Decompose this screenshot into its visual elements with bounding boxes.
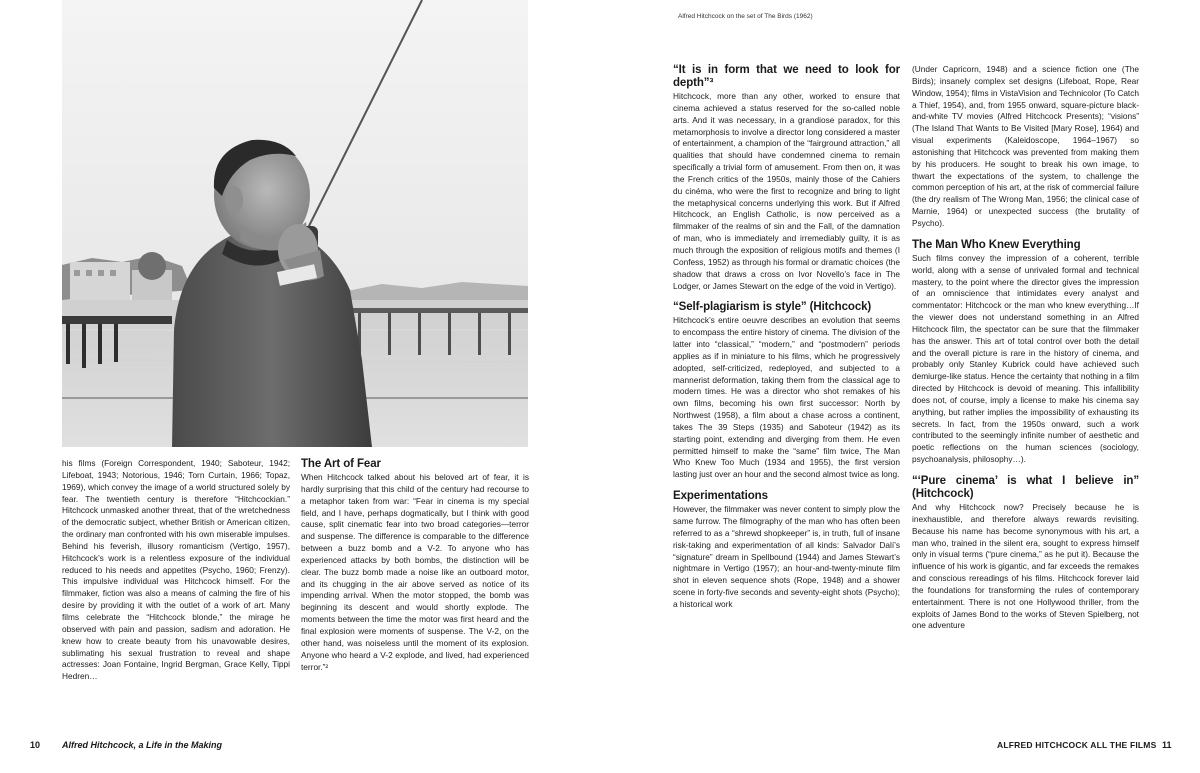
body-paragraph: However, the filmmaker was never content to simply plow the same furrow. The filmography of the man who has often been referred to as a “shrewd shopkeeper” is, in truth, full of insane risk-taking and experimentation of all kinds: Salvador Dalí’s “signature” dream in Spellbound (1944) and James Stewart’s nightmare in Vertigo (1957); an hour-and-twenty-minute film shot in eleven sequence shots (Rope, 1948) and a shower scene in forty-five seconds and seventy-eight shots (Psycho); a historical work bbox=[673, 504, 900, 609]
body-paragraph: And why Hitchcock now? Precisely because he is inexhaustible, and therefore always rewards revisiting. Because his name has become synonymous with his art, a man who, trained in the silent era, sought to express himself only in visual terms (“pure cinema,” as he put it). Because the influence of his work is gigantic, and far exceeds the remakes and conscious rereadings of his films. Hitchcock forever laid the foundations for transforming the rules of contemporary entertainment. There is not one Hollywood thriller, from the exploits of James Bond to the works of Steven Spielberg, not one adventure bbox=[912, 502, 1139, 631]
body-paragraph: (Under Capricorn, 1948) and a science fiction one (The Birds); insanely complex set designs (Lifeboat, Rope, Rear Window, 1954); films in VistaVision and Technicolor (To Catch a Thief, 1954), and, from 1955 onward, square-picture black-and-white TV movies (Alfred Hitchcock Presents); “visions” (The Island That Wants to Be Visited [Mary Rose], 1964) and visual experiments (Kaleidoscope, 1964–1967) so astonishing that Hitchcock was prevented from making them by his producers. He sought to break his own image, to thwart the expectations of the system, to challenge the common perception of his art, at the risk of commercial failure (the dry realism of The Wrong Man, 1956; the clinical case of Marnie, 1964) or unexpected success (the brutality of Psycho). bbox=[912, 64, 1139, 228]
body-paragraph: Hitchcock, more than any other, worked to ensure that cinema achieved a status reserved for the so-called noble arts. And it was necessary, in a grandiose paradox, for this metamorphosis to involve a director long considered a master of entertainment, a champion of the “fairground attraction,” all qualities that should have condemned cinema to remain specifically a trivial form of amusement. From then on, it was the French critics of the 1950s, mainly those of the Cahiers du cinéma, who were the first to recognize and bring to light the metaphysical concerns underlying this work. But if Alfred Hitchcock, an English Catholic, is now perceived as a filmmaker of the realms of sin and the Fall, of the damnation of man, who is immediately and irremediably guilty, it is as much through the exposition of religious motifs and themes (I Confess, 1952) as through his formal or dramatic choices (the shadow that draws a cross on Ivor Novello’s face in The Lodger, or James Stewart on the edge of the void in Vertigo). bbox=[673, 91, 900, 291]
body-paragraph: his films (Foreign Correspondent, 1940; Saboteur, 1942; Lifeboat, 1943; Notorious, 1946; Torn Curtain, 1966; Topaz, 1969), which convey the image of a world structured solely by fear. The twentieth century is therefore “Hitchcockian.” Hitchcock unmasked another threat, that of the wretchedness of the democratic subject, whether British or American citizen, the ordinary man confronted with his own miserable impulses. Behind his feverish, illusory romanticism (Vertigo, 1957), Hitchcock’s work is a relentless exposure of the individual reduced to his needs and appetites (Psycho, 1960; Frenzy). This impulsive individual was Hitchcock himself. For the filmmaker, fiction was also a means of calming the fire of his desire by providing it with the outlet of a work of art. Many films celebrate the “Hitchcock blonde,” the mirage he observed with pain and passion, sadism and adoration. He knew how to create beauty from his unavowable desires, sublimating his sexual frustration to reveal and shape actresses: Joan Fontaine, Ingrid Bergman, Grace Kelly, Tippi Hedren… bbox=[62, 458, 290, 682]
page-number: 10 bbox=[30, 740, 41, 750]
section-heading: The Art of Fear bbox=[301, 458, 381, 470]
body-paragraph: Such films convey the impression of a coherent, terrible world, along with a sense of unrivaled formal and technical mastery, to the point where the director gives the impression of an omniscience that intimidates every analyst and commentator: Hitchcock or the man who knew everything…If the viewer does not understand something in an Alfred Hitchcock film, the spectator can be sure that the filmmaker has the answer. This art of total control over both the detail and the overall picture is rare in the history of cinema, and probably only Stanley Kubrick could have achieved such demiurge-like status. Hence the certainty that nothing in a film directed by Hitchcock is devoid of meaning. This infallibility does not, of course, imply a license to make his cinema say anything, but rather implies the impossibility of exhausting its secrets. In fact, from the 1950s onward, such a work contributed to the seemingly infinite number of aesthetic and poetic reflections on the human sciences (sociology, psychoanalysis, philosophy…). bbox=[912, 252, 1139, 465]
running-title: Alfred Hitchcock, a Life in the Making bbox=[62, 740, 223, 750]
section-heading: “It is in form that we need to look for depth”³ bbox=[673, 64, 900, 89]
left-column-1 bbox=[62, 458, 290, 683]
right-column-1 bbox=[673, 64, 900, 611]
section-heading: The Man Who Knew Everything bbox=[912, 238, 1081, 251]
section-heading: “‘Pure cinema’ is what I believe in” (Hitchcock) bbox=[912, 475, 1139, 500]
body-paragraph: When Hitchcock talked about his beloved art of fear, it is hardly surprising that this child of the century had recourse to a metaphor taken from war: “Fear in cinema is my special field, and I have, perhaps dogmatically, but I think with good cause, split cinematic fear into two broad categories—terror and suspense. The difference is comparable to the difference between a buzz bomb and a V-2. To anyone who has experienced attacks by both bombs, the distinction will be clear. The buzz bomb made a noise like an outboard motor, and its chugging in the air above served as notice of its impending arrival. When the motor stopped, the bomb was beginning its descent and would shortly explode. The moments between the time the motor was first heard and the final explosion were moments of suspense. The V-2, on the other hand, was noiseless until the moment of its explosion. Anyone who heard a V-2 explode, and lived, had experienced terror.”² bbox=[301, 472, 529, 672]
right-column-2 bbox=[912, 64, 1139, 632]
photo-caption: Alfred Hitchcock on the set of The Birds (1962) bbox=[678, 13, 813, 20]
section-heading: Experimentations bbox=[673, 490, 768, 503]
running-title: ALFRED HITCHCOCK ALL THE FILMS bbox=[997, 740, 1157, 750]
body-paragraph: Hitchcock’s entire oeuvre describes an evolution that seems to encompass the entire history of cinema. The division of the latter into “classical,” “modern,” and “postmodern” periods applies as if in miniature to his films, which he progressively adopted, self-criticized, redeployed, and subjected to a mannerist deformation, taking them from the classical age to modern times. He was a director who shot remakes of his own films, becoming his own first successor: North by Northwest (1958), a film about a chase across a continent, takes The 39 Steps (1935) and Saboteur (1942) as its starting point, extending and diverging from them. He even permitted himself to make the “same” film twice, The Man Who Knew Too Much (1934 and 1955), the first version lasting just over an hour and the second almost twice as long. bbox=[673, 315, 900, 480]
right-page bbox=[600, 0, 1200, 773]
hitchcock-photo-drawing bbox=[62, 0, 528, 447]
left-column-2 bbox=[301, 458, 529, 673]
hitchcock-photo bbox=[62, 0, 528, 447]
page-number: 11 bbox=[1162, 740, 1172, 750]
section-heading: “Self-plagiarism is style” (Hitchcock) bbox=[673, 301, 872, 314]
